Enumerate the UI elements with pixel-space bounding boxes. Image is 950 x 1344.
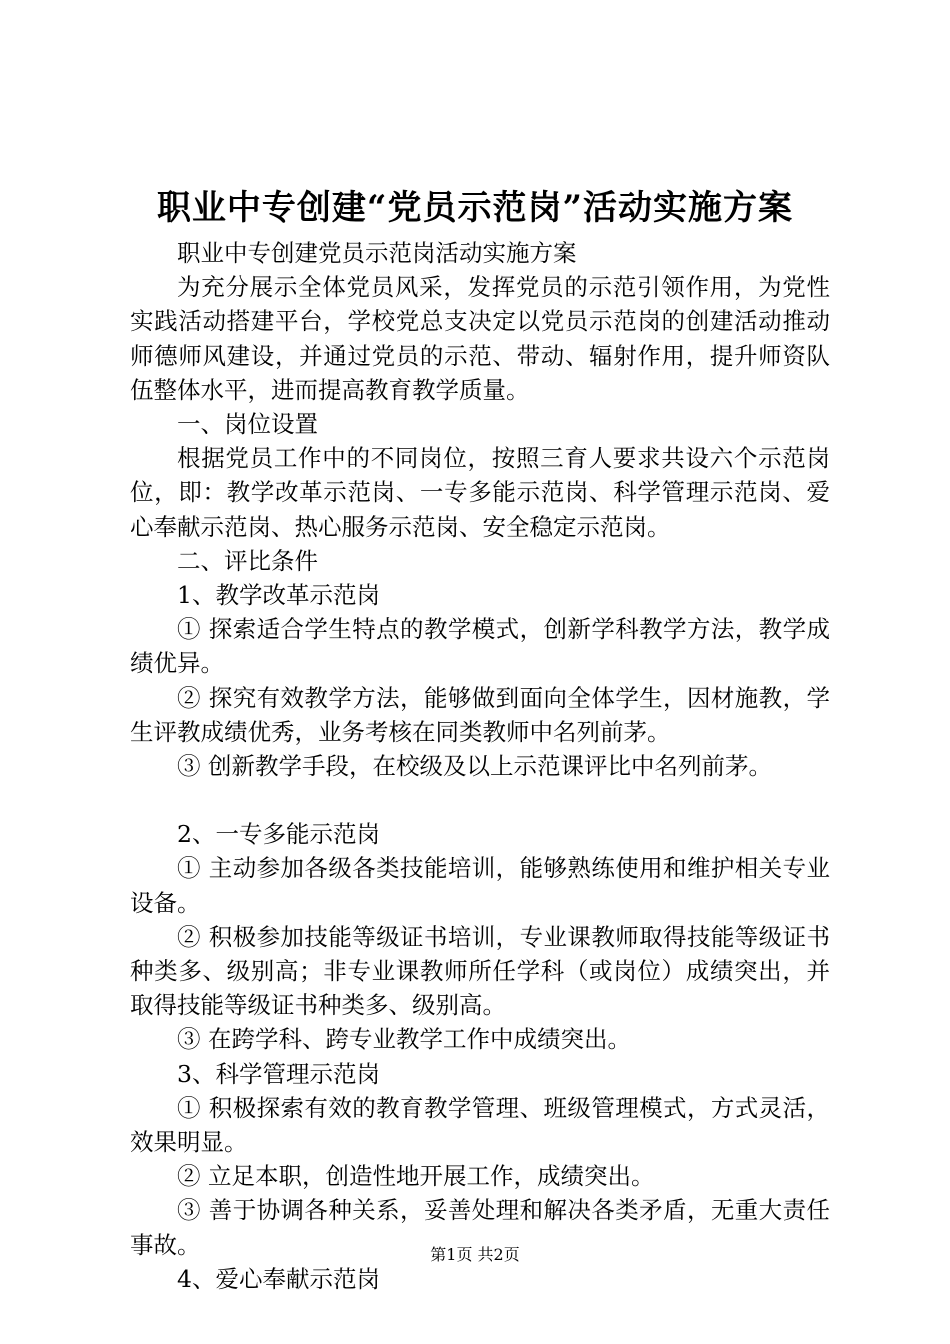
page-footer: 第1页 共2页 (430, 1245, 520, 1264)
subsection-heading: 3、科学管理示范岗 (177, 1059, 380, 1088)
subsection-heading: 2、一专多能示范岗 (177, 820, 380, 849)
subsection-heading: 1、教学改革示范岗 (177, 581, 380, 610)
paragraph: 为充分展示全体党员风采，发挥党员的示范引领作用，为党性实践活动搭建平台，学校党总支决定以党员示范岗的创建活动推动师德师风建设，并通过党员的示范、带动、辐射作用，提升师资队伍整体水平，进而提高教育教学质量。 (130, 273, 830, 404)
document-title: 职业中专创建“党员示范岗”活动实施方案 (156, 188, 794, 228)
document-body (130, 236, 830, 1296)
list-item: ① 探索适合学生特点的教学模式，创新学科教学方法，教学成绩优异。 (130, 615, 830, 678)
list-item: ② 立足本职，创造性地开展工作，成绩突出。 (177, 1162, 655, 1191)
list-item: ③ 在跨学科、跨专业教学工作中成绩突出。 (177, 1025, 631, 1054)
paragraph: 职业中专创建党员示范岗活动实施方案 (177, 239, 577, 267)
list-item: ② 探究有效教学方法，能够做到面向全体学生，因材施教，学生评教成绩优秀，业务考核在同类教师中名列前茅。 (130, 683, 830, 746)
list-item: ① 积极探索有效的教育教学管理、班级管理模式，方式灵活，效果明显。 (130, 1093, 830, 1157)
list-item: ① 主动参加各级各类技能培训，能够熟练使用和维护相关专业设备。 (130, 854, 830, 917)
list-item: ③ 创新教学手段，在校级及以上示范课评比中名列前茅。 (177, 752, 772, 781)
paragraph: 根据党员工作中的不同岗位，按照三育人要求共设六个示范岗位，即：教学改革示范岗、一专多能示范岗、科学管理示范岗、爱心奉献示范岗、热心服务示范岗、安全稳定示范岗。 (130, 444, 830, 541)
list-item: ② 积极参加技能等级证书培训，专业课教师取得技能等级证书种类多、级别高；非专业课教师所任学科（或岗位）成绩突出，并取得技能等级证书种类多、级别高。 (130, 922, 830, 1020)
blank-line (130, 783, 830, 817)
section-heading: 一、岗位设置 (177, 410, 318, 439)
subsection-heading: 4、爱心奉献示范岗 (177, 1264, 380, 1293)
section-heading: 二、评比条件 (177, 546, 318, 575)
list-item: ③ 善于协调各种关系，妥善处理和解决各类矛盾，无重大责任事故。 (130, 1196, 830, 1259)
